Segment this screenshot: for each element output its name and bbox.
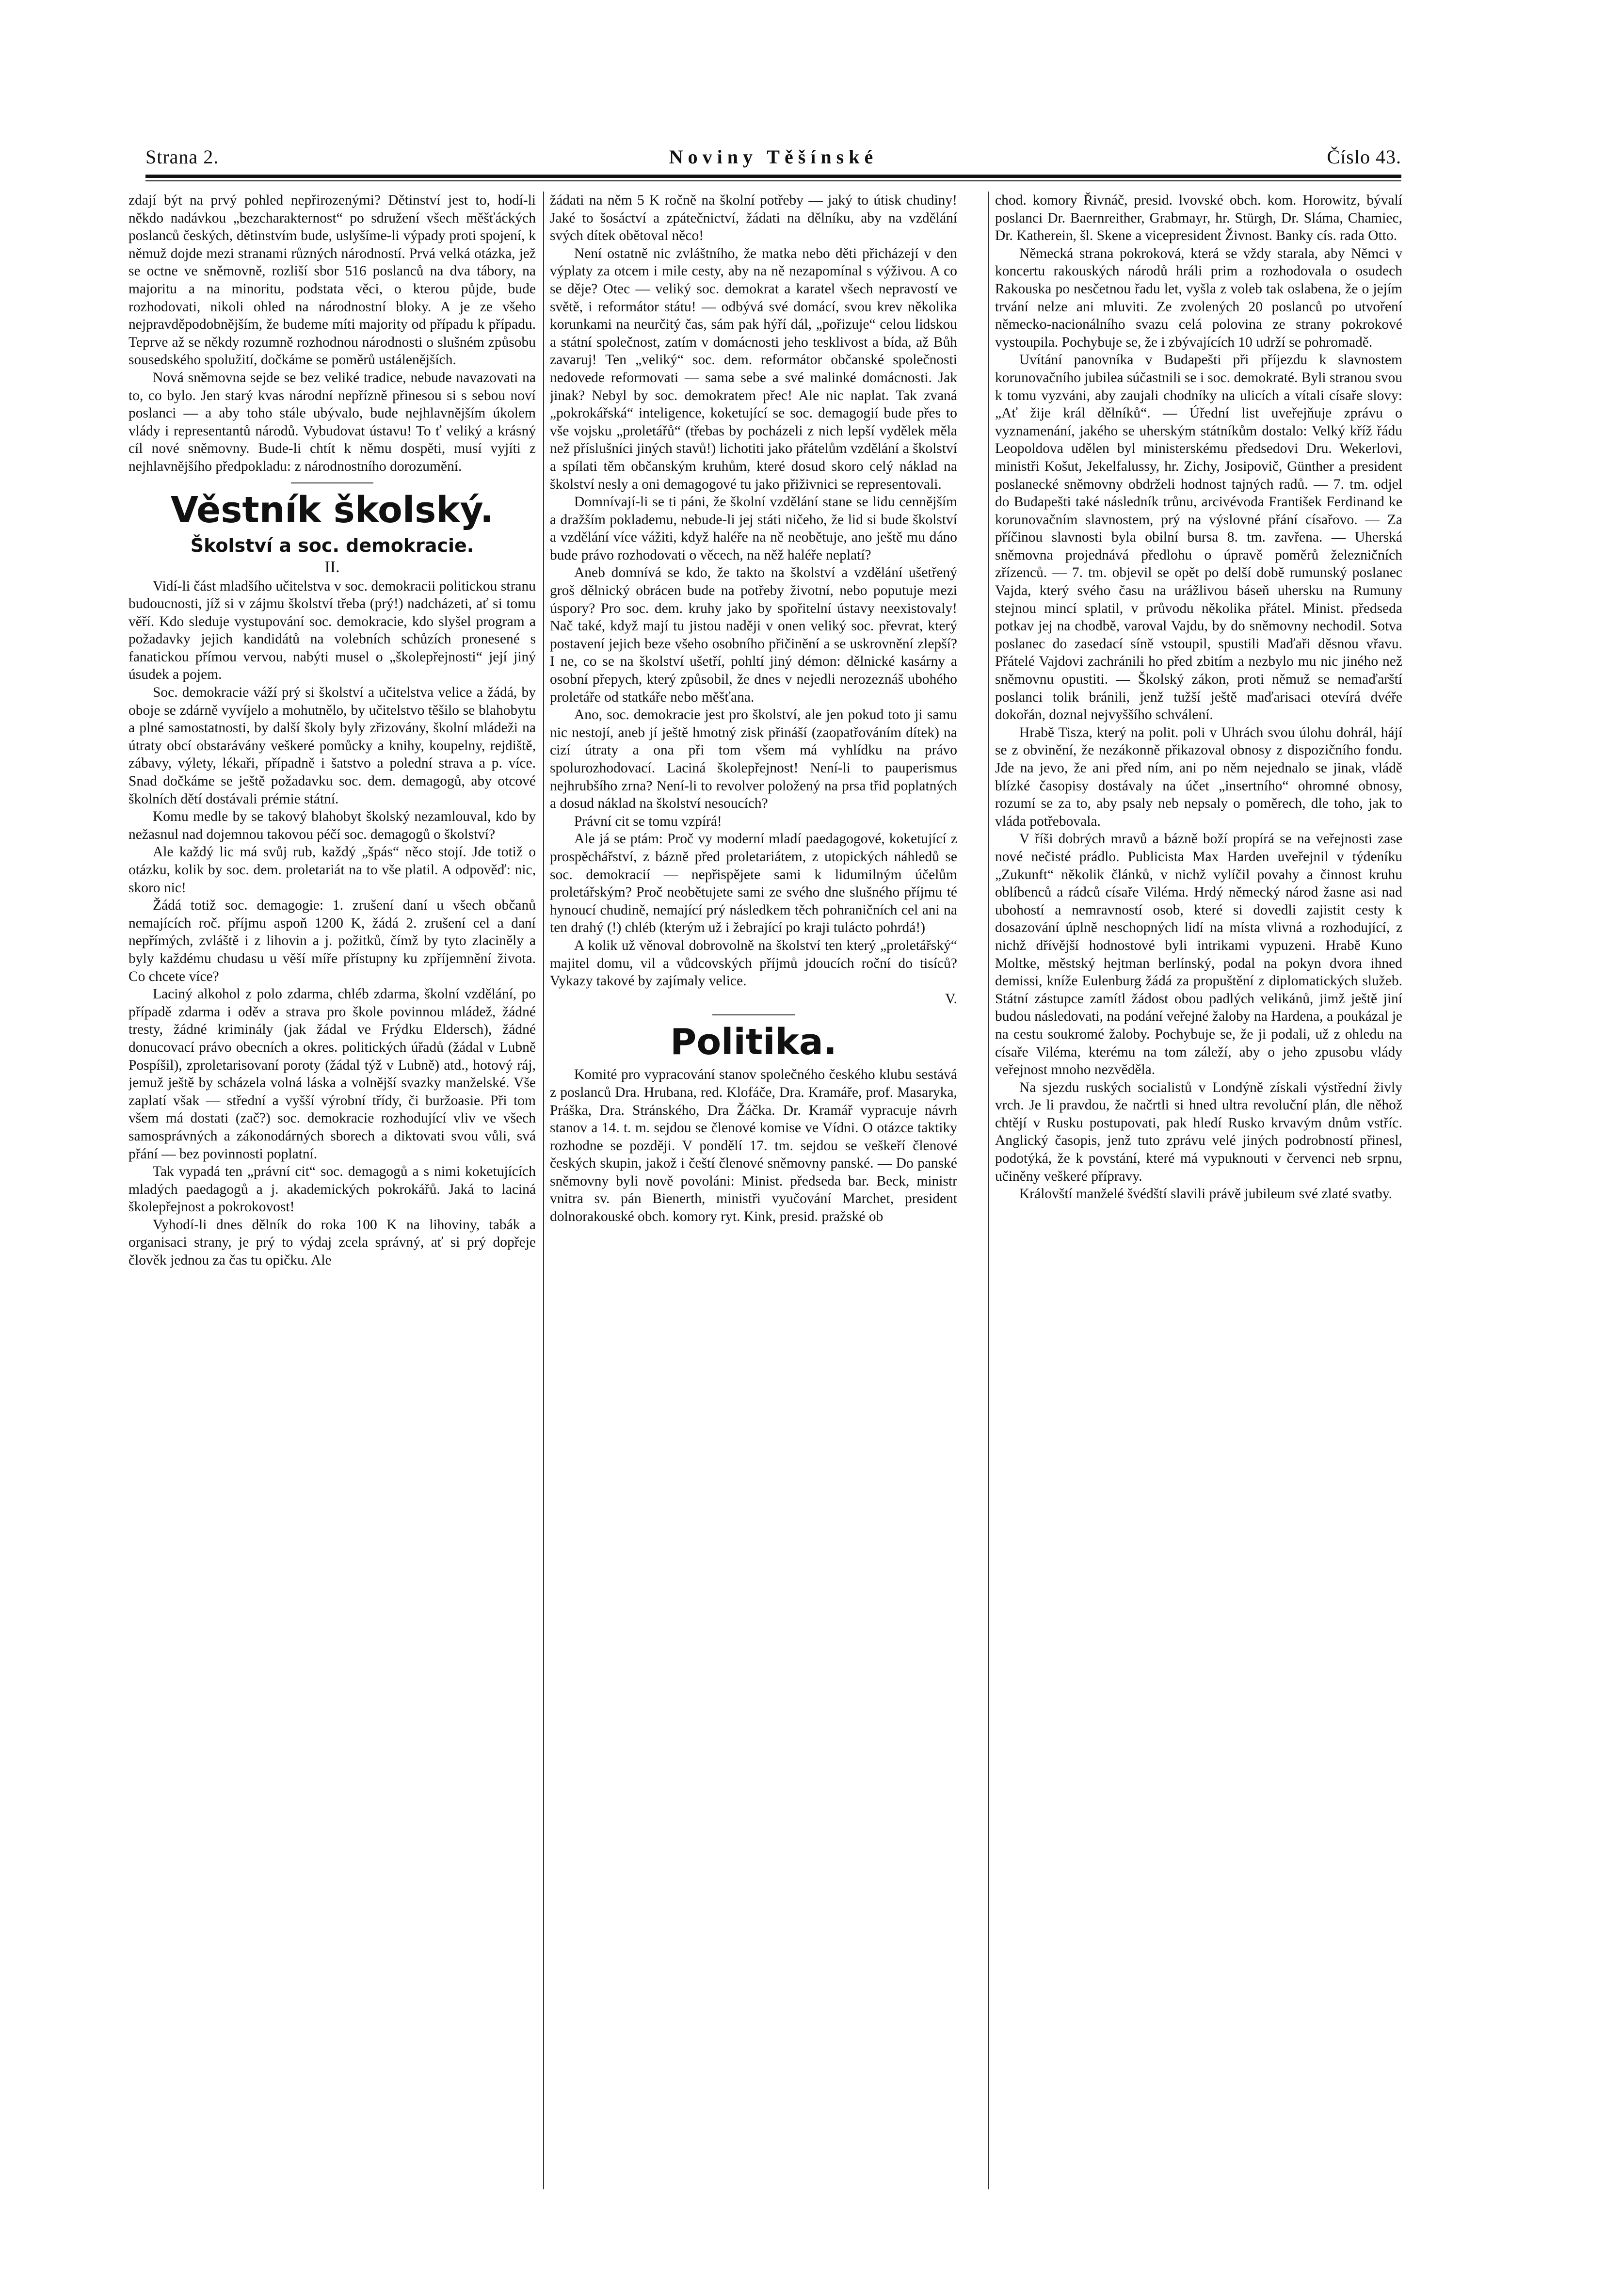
section-title-politika: Politika. <box>670 1021 837 1063</box>
paragraph: Domnívají-li se ti páni, že školní vzdělání stane se lidu cennějším a dražším poklademu, nebude-li jej státi ničeho, že lid si bude školství a vzdělání více vážiti, když haléře na ně neobětuje, ano ještě mu dáno bude právo rozhodovati o věcech, na něž haléře neplatí? <box>550 494 957 563</box>
paragraph: Tak vypadá ten „právní cit“ soc. demagogů a s nimi koketujících mladých paedagogů a j. akademických pokrokářů. Jaká to laciná školepřejnost a pokrokovost! <box>128 1164 536 1215</box>
header-rule-thick <box>145 175 1401 178</box>
paragraph: Není ostatně nic zvláštního, že matka nebo děti přicházejí v den výplaty za otcem i mile cesty, aby na ně nezapomínal s výživou. A co se děje? Otec — veliký soc. demokrat a karatel všech nepravostí ve světě, i reformátor státu! — odbývá své domácí, svou krev několika korunkami na neurčitý čas, sám pak hýří dál, „pořizuje“ celou lidskou a státní společnost, zatím v domácnosti jeho tesklivost a bída, až Bůh zavaruj! Ten „veliký“ soc. dem. reformátor občanské společnosti nedovede reformovati — sama sebe a své malinké domácnosti. Jak jinak? Nebyl by soc. demokratem přec! Ale nic naplat. Tak zvaná „pokrokářská“ inteligence, koketující se soc. demagogií bude přes to vše vojsku „proletářů“ (třebas by pocházeli z nich lepší vydělek měla než příslušníci jiných stavů!) lichotiti jako přátelům vzdělání a školství a spílati těm občanským kruhům, které dosud skoro celý náklad na školství nesly a oni demagogové tu jako přiživnici se representovali. <box>550 245 957 492</box>
paragraph: Ano, soc. demokracie jest pro školství, ale jen pokud toto ji samu nic nestojí, aneb jí ještě hmotný zisk přináší (zaopatřováním dítek) na cizí útraty a ona při tom všem má vyhlídku na právo spolurozhodovací. Laciná školepřejnost! Není-li to pauperismus nejhrubšího zrna? Není-li to revolver položený na prsa třid poplatných a dosud náklad na školství nesoucích? <box>550 707 957 812</box>
paragraph: Žádá totiž soc. demagogie: 1. zrušení daní u všech občanů nemajících roč. příjmu aspoň 1200 K, žádá 2. zrušení cel a daní nepřímých, zvláště i z lihovin a j. požitků, čímž by tyto zlaciněly a byly každému chudasu u věší míře přístupny ku zpříjemnění života. Co chcete více? <box>128 898 536 984</box>
paragraph: Vyhodí-li dnes dělník do roka 100 K na lihoviny, tabák a organisaci strany, je prý to výdaj zcela správný, ať si prý dopřeje člověk jednou za čas tu opičku. Ale <box>128 1217 536 1268</box>
article-part-number: II. <box>324 558 340 576</box>
paragraph: Ale každý lic má svůj rub, každý „špás“ něco stojí. Jde totiž o otázku, kolik by soc. dem. proletariát na to vše platil. A odpověď: nic, skoro nic! <box>128 844 536 896</box>
column-divider <box>543 192 544 2189</box>
paragraph: Německá strana pokroková, která se vždy starala, aby Němci v koncertu rakouských národů hráli prim a rozhodovala o osudech Rakouska po nesčetnou řadu let, vyšla z voleb tak oslabena, že o jejím trvání nelze ani mluviti. Ze zvolených 20 poslanců po utvoření německo-nacionálního svazu celá polovina ze strany pokrokové vystoupila. Pochybuje se, že i zbývajících 10 udrží se pohromadě. <box>995 245 1402 350</box>
page-header <box>145 145 1401 175</box>
paragraph: Hrabě Tisza, který na polit. poli v Uhrách svou úlohu dohrál, hájí se z obvinění, že nezákonně přikazoval obnosy z dispozičního fondu. Jde na jevo, že ani před ním, ani po něm nejednalo se jinak, vládě blízké časopisy dostávaly na účet „insertního“ ohromné obnosy, rozumí se za to, aby psaly neb nepsaly o poměrech, dle toho, jak to vláda potřebovala. <box>995 724 1402 829</box>
paragraph: Aneb domnívá se kdo, že takto na školství a vzdělání ušetřený groš dělnický obrácen bude na potřeby životní, nebo poputuje mezi úspory? Pro soc. dem. kruhy jako by spořitelní ústavy neexistovaly! Nač také, když mají tu jistou naději v onen veliký soc. převrat, který postavení jejich beze všeho osobního přičinění a se uskrovnění zlepší? I ne, co se na školství ušetří, pohltí jiný démon: dělnické kasárny a osobní přepych, který způsobil, že dnes v nejedli nerozeznáš ubohého proletáře od statkáře nebo měšťana. <box>550 565 957 705</box>
paragraph: Laciný alkohol z polo zdarma, chléb zdarma, školní vzdělání, po případě zdarma i oděv a strava pro škole povinnou mládež, žádné tresty, žádné kriminály (jak žádal ve Frýdku Eldersch), žádné donucovací právo obecních a okres. politických úřadů (žádal v Lubně Pospíšil), zproletarisovaní poroty (žádal týž v Lubně) atd., hotový ráj, jemuž ještě by scházela volná láska a volnější svazky manželské. Vše zaplatí však — střední a vyšší výrobní třídy, či buržoasie. Při tom všem má dostati (zač?) soc. demokracie rozhodující vliv ve všech samosprávných a zákonodárných sborech a diktovati svou vůli, svá přání — bez povinnosti poplatní. <box>128 986 536 1162</box>
paragraph: Uvítání panovníka v Budapešti při příjezdu k slavnostem korunovačního jubilea súčastnili se i soc. demokraté. Byli stranou svou k tomu vyzváni, aby zaujali chodníky na ulicích a vítali císaře slovy: „Ať žije král dělníků“. — Úřední list uveřejňuje zprávu o vyznamenání, jakého se uherským státníkům dostalo: Velký kříž řádu Leopoldova udělen byl ministerskému předsedovi Dru. Wekerlovi, ministři Košut, Jekelfalussy, hr. Zichy, Josipovič, Günther a president poslanecké sněmovny obdrželi hodnost tajných radů. — 7. tm. odjel do Budapešti také následník trůnu, arcivévoda František Ferdinand ke korunovačním slavnostem, prý na výslovné přání císařovo. — Za příčinou slavnosti byla obilní bursa 8. tm. zavřena. — Uherská sněmovna projednává předlohu o úpravě poměrů železničních zřízenců. — 7. tm. objevil se opět po delší době rumunský poslanec Vajda, který svého času na urážlivou báseň uhersku na Rumuny stejnou mincí splatil, v průvodu několika přátel. Minist. předseda potkav jej na chodbě, varoval Vajdu, by do sněmovny nechodil. Sotva poslanec do zasedací síně vstoupil, spustili Maďaři děsnou vřavu. Přátelé Vajdovi zachránili ho před zbitím a nezbylo mu nic jiného než sněmovnu opustiti. — Školský zákon, proti němuž se nemaďarští poslanci tolik bránili, jenž tužší ještě maďarisaci otevírá dvéře dokořán, doznal nejvyššího schválení. <box>995 352 1402 723</box>
paragraph: A kolik už věnoval dobrovolně na školství ten který „proletářský“ majitel domu, vil a vůdcovských příjmů jdoucích roční do tisíců? Vykazy takové by zajímaly velice. <box>550 937 957 989</box>
column-2 <box>550 192 957 2214</box>
paragraph: V říši dobrých mravů a bázně boží propírá se na veřejnosti zase nové nečisté prádlo. Publicista Max Harden uveřejnil v týdeníku „Zukunft“ několik článků, v nichž vylíčil povahy a činnost kruhu oblíbenců a rádců císaře Viléma. Hrdý německý národ žasne asi nad ubohostí a nemravností osob, které si dovedli zajistit cesty k dosazování úplně neschopných lidí na místa vlivná a rozhodující, z nichž dřívější hodnostové byli intrikami vypuzeni. Hrabě Kuno Moltke, městský hejtman berlínský, podal na pokyn dvora ihned demissi, kníže Eulenburg žádá za propuštění z diplomatických služeb. Státní zástupce zamítl žádost obou padlých velikánů, jimž ještě jiní budou následovati, na podání veřejné žaloby na Hardena, a poukázal je na cestu soukromé žaloby. Pochybuje se, že ji podali, už z ohledu na císaře Viléma, kterému na tom záleží, aby o jeho zpusobu vlády veřejnost mnoho nezvěděla. <box>995 831 1402 1078</box>
author-signature: V. <box>945 991 957 1007</box>
article-title: Školství a soc. demokracie. <box>190 534 474 556</box>
column-3 <box>995 192 1402 2214</box>
paragraph: Na sjezdu ruských socialistů v Londýně získali výstřední živly vrch. Je li pravdou, že načrtli si hned ultra revoluční plán, dle něhož chtějí v Rusku postupovati, pak hledí Rusko krvavým dnům vstříc. Anglický časopis, jenž tuto zprávu velé jiných podrobností přinesl, podotýká, že k povstání, které má vypuknouti v červenci neb srpnu, učiněny veškeré přípravy. <box>995 1079 1402 1184</box>
paragraph: žádati na něm 5 K ročně na školní potřeby — jaký to útisk chudiny! Jaké to šosáctví a zpátečnictví, žádati na dělníku, aby na vzdělání svých dítek obětoval něco! <box>550 193 957 244</box>
paragraph: Soc. demokracie váží prý si školství a učitelstva velice a žádá, by oboje se zdárně vyvíjelo a mohutnělo, by učitelstvo těšilo se blahobytu a plné samostatnosti, by další školy byly zřizovány, školní mládeži na útraty obcí obstarávány veškeré pomůcky a knihy, koupelny, rejdiště, zábavy, výlety, lékaři, případně i šatstvo a polední strava a p. více. Snad dočkáme se ještě požadavku soc. dem. demagogů, aby otcové školních dětí dostávali prémie státní. <box>128 685 536 807</box>
paragraph: Komité pro vypracování stanov společného českého klubu sestává z poslanců Dra. Hrubana, red. Klofáče, Dra. Kramáře, prof. Masaryka, Práška, Dra. Stránského, Dra Žáčka. Dr. Kramář vypracuje návrh stanov a 14. t. m. sejdou se členové komise ve Vídni. O otázce taktiky rozhodne se později. V pondělí 17. tm. sejdou se veškeří členové českých skupin, jakož i čeští členové sněmovny panské. — Do panské sněmovny byli nově povoláni: Minist. předseda bar. Beck, ministr vnitra sv. pán Bienerth, ministři vyučování Marchet, president dolnorakouské obch. komory ryt. Kink, presid. pražské ob <box>550 1067 957 1225</box>
page-number: Strana 2. <box>145 146 219 168</box>
paragraph: Nová sněmovna sejde se bez veliké tradice, nebude navazovati na to, co bylo. Jen starý kvas národní nepřízně přinesou si s sebou noví poslanci — a aby toho stále ubývalo, bude nejhlavnějším úkolem vlády i representantů národů. Vybudovat ústavu! To ť veliký a krásný cíl nové sněmovny. Bude-li chtít k němu dospěti, musí vyjíti z nejhlavnějšího předpokladu: z národnostního dorozumění. <box>128 369 536 474</box>
issue-number: Číslo 43. <box>1327 146 1401 168</box>
column-divider <box>988 192 989 2189</box>
section-title-vestnik-skolsky: Věstník školský. <box>170 489 494 531</box>
paragraph: chod. komory Řivnáč, presid. lvovské obch. kom. Horowitz, bývalí poslanci Dr. Baernreither, Grabmayr, hr. Stürgh, Dr. Sláma, Chamiec, Dr. Katherein, šl. Skene a vicepresident Živnost. Banky cís. rada Otto. <box>995 193 1402 244</box>
paragraph: Komu medle by se takový blahobyt školský nezamlouval, kdo by nežasnul nad dojemnou takovou péčí soc. demagogů o školství? <box>128 809 536 842</box>
paragraph: Právní cit se tomu vzpírá! <box>574 813 722 829</box>
newspaper-title: Noviny Těšínské <box>669 146 878 168</box>
paragraph: zdají být na prvý pohled nepřirozenými? Dětinství jest to, hodí-li někdo nadávkou „bezcharakternost“ po sdružení všech měšťáckých poslanců českých, dětinstvím bude, uslyšíme-li výpady proti spojení, k němuž dojde mezi stranami různých národností. Prvá velká otázka, jež se octne ve sněmovně, rozliší sbor 516 poslanců na dva tábory, na majoritu a na minoritu, podstata věci, o kterou půjde, bude rozhodovati, nikoli ohled na národnostní bloky. A je ze všeho nejpravděpodobnějším, že budeme míti majority od případu k případu. Teprve až se někdy rozumně rozhodnou národnosti o slušném způsobu sousedského spolužití, dočkáme se poměrů ustálenějších. <box>128 193 536 368</box>
section-separator <box>291 482 373 483</box>
section-separator <box>712 1014 795 1015</box>
header-rule-thin <box>145 180 1401 181</box>
column-1 <box>128 192 536 2214</box>
paragraph: Královští manželé švédští slavili právě jubileum své zlaté svatby. <box>1019 1186 1392 1202</box>
paragraph: Vidí-li část mladšího učitelstva v soc. demokracii politickou stranu budoucnosti, jíž si v zájmu školství třeba (prý!) nadcházeti, ať si tomu věří. Kdo sleduje vystupování soc. demokracie, kdo slyšel program a požadavky jejich kandidátů na volebních schůzích pronesené s fanatickou přímou vervou, nabýti musel o „školepřejnosti“ její jiný úsudek a pojem. <box>128 578 536 683</box>
paragraph: Ale já se ptám: Proč vy moderní mladí paedagogové, koketující z prospěchářství, z bázně před proletariátem, z utopických náhledů se soc. demokracií — nepřispějete sami k lidumilným účelům proletářským? Proč neobětujete sami ze svého dne slušného příjmu té hynoucí chudině, nemající prý následkem těch pohraničních cel ani na ten drahý (!) chléb (kterým už i žebrající po kraji tulácto pohrdá!) <box>550 831 957 936</box>
